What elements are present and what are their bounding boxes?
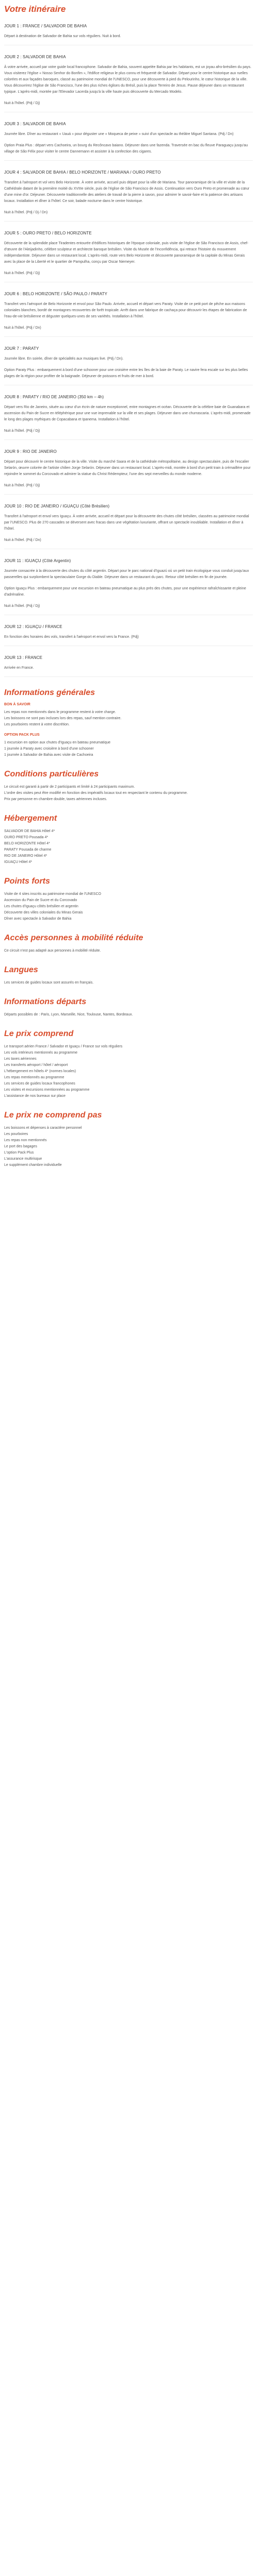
info-line: Les vols intérieurs mentionnés au programme xyxy=(4,1051,78,1055)
info-line: Les pourboires restent à votre discrétion. xyxy=(4,723,70,727)
day-block xyxy=(4,449,253,495)
day-block xyxy=(4,170,253,222)
info-list xyxy=(4,891,253,922)
info-list xyxy=(4,828,253,866)
block-heading: BON À SAVOIR xyxy=(4,703,30,707)
info-list xyxy=(4,948,253,954)
info-line: BELO HORIZONTE Hôtel 4* xyxy=(4,842,50,846)
info-list xyxy=(4,1044,253,1099)
day-paragraph: Nuit à l'hôtel. (Pdj / Dn) xyxy=(4,326,41,330)
day-block xyxy=(4,558,253,615)
info-line: Le port des bagages xyxy=(4,1145,37,1149)
info-line: RIO DE JANEIRO Hôtel 4* xyxy=(4,854,47,858)
section-title: Points forts xyxy=(4,877,50,886)
day-title: JOUR 3 : SALVADOR DE BAHIA xyxy=(4,122,66,127)
day-block xyxy=(4,346,253,385)
day-paragraph: Départ pour découvrir le centre historique de la ville. Visite du marché Saara et de la cathédrale métropolitaine, au design spectaculaire, puis de l'escalier Selarón, œuvre colorée de l'artiste chilien Jorge Selarón. Déjeuner dans un restaurant local. L'après-midi, montée à bord d'un petit train à crémaillère pour rejoindre le sommet du Corcovado et admirer la statue du Christ Rédempteur, l'une des sept merveilles du monde moderne. xyxy=(4,460,251,477)
day-title: JOUR 5 : OURO PRETO / BELO HORIZONTE xyxy=(4,231,92,236)
day-title: JOUR 8 : PARATY / RIO DE JANEIRO (350 km – 4h) xyxy=(4,395,104,400)
info-line: 1 excursion en option aux chutes d'Iguaçu en bateau pneumatique xyxy=(4,741,111,745)
section-title: Informations générales xyxy=(4,688,95,698)
info-line: L'ordre des visites peut être modifié en fonction des impératifs locaux tout en respectant le contenu du programme. xyxy=(4,791,188,795)
divider xyxy=(4,160,253,161)
info-line: Les repas mentionnés au programme xyxy=(4,1076,64,1080)
day-block xyxy=(4,122,253,161)
day-paragraph: En fonction des horaires des vols, transfert à l'aéroport et envol vers la France. (Pdj) xyxy=(4,635,139,639)
info-line: OURO PRETO Pousada 4* xyxy=(4,836,49,840)
info-line: Le transport aérien France / Salvador et Iguaçu / France sur vols réguliers xyxy=(4,1045,123,1049)
info-line: Les visites et excursions mentionnées au programme xyxy=(4,1088,90,1092)
day-title: JOUR 2 : SALVADOR DE BAHIA xyxy=(4,55,66,60)
day-block xyxy=(4,292,253,337)
divider xyxy=(4,221,253,222)
info-line: SALVADOR DE BAHIA Hôtel 4* xyxy=(4,829,55,834)
info-line: Les services de guides locaux sont assurés en français. xyxy=(4,981,94,985)
info-line: L'assurance multirisque xyxy=(4,1157,42,1161)
section-title: Informations départs xyxy=(4,997,87,1007)
day-paragraph: Journée libre. Dîner au restaurant « Uauá » pour déguster une « Moqueca de peixe » suivi d'un spectacle au théâtre Miguel Santana. (Pdj / Dn) xyxy=(4,132,234,137)
day-title: JOUR 12 : IGUAÇU / FRANCE xyxy=(4,624,62,630)
info-list xyxy=(4,784,253,803)
info-list xyxy=(4,740,253,758)
info-list xyxy=(4,980,253,986)
info-line: Les services de guides locaux francophones xyxy=(4,1082,75,1086)
info-line: Les pourboires xyxy=(4,1132,28,1137)
divider xyxy=(4,676,253,677)
day-paragraph: Nuit à l'hôtel. (Pdj / Dn) xyxy=(4,538,41,543)
section-title: Hébergement xyxy=(4,814,57,823)
info-line: L'option Pack Plus xyxy=(4,1151,34,1155)
day-paragraph: Transfert à l'aéroport et envol vers Iguaçu. À votre arrivée, accueil et départ pour la découverte des chutes côté brésilien, classées au patrimoine mondial par l'UNESCO. Plus de 270 cascades se déversent avec fracas dans une végétation luxuriante, offrant un spectacle inoubliable. Installation et dîner à l'hôtel. xyxy=(4,515,249,531)
divider xyxy=(4,336,253,337)
day-paragraph: Transfert à l'aéroport et vol vers Belo Horizonte. À votre arrivée, accueil puis départ pour la ville de Mariana. Tour panoramique de la ville et visite de la Cathédrale datant de la première moitié du XVIIIe siècle, puis de l'église de São Francisco de Assis. Continuation vers Ouro Preto et promenade au cœur d'une mine d'or. Déjeuner. Découverte traditionnelle des ateliers de travail de la pierre à savon, pour admirer le savoir-faire et la patience des artisans locaux. Installation et dîner à l'hôtel. Ce soir, balade nocturne dans le centre historique. xyxy=(4,181,250,204)
day-paragraph: Départ vers Rio de Janeiro, située au cœur d'un écrin de nature exceptionnel, entre montagnes et océan. Découverte de la célèbre baie de Guanabara et ascension du Pain de Sucre en téléphérique pour une vue imprenable sur la ville et ses plages. Déjeuner dans une churrascaria. L'après-midi, promenade le long des plages mythiques de Copacabana et Ipanema. Installation à l'hôtel. xyxy=(4,405,251,422)
info-line: L'hébergement en hôtels 4* (normes locales) xyxy=(4,1070,76,1074)
info-line: Ascension du Pain de Sucre et du Corcovado xyxy=(4,899,77,903)
day-block xyxy=(4,395,253,440)
day-paragraph: Option Iguaçu Plus : embarquement pour une excursion en bateau pneumatique au plus près des chutes, pour une expérience rafraîchissante et pleine d'adrénaline. xyxy=(4,587,246,597)
info-list xyxy=(4,1125,253,1168)
day-paragraph: Nuit à l'hôtel. (Pdj / Dj) xyxy=(4,429,40,433)
info-sections xyxy=(4,688,253,1168)
day-paragraph: Option Paraty Plus : embarquement à bord d'une schooner pour une croisière entre les îles de la baie de Paraty. Le navire fera escale sur les plus belles plages de la région pour profiter de la baignade. Déjeuner de poissons et fruits de mer à bord. xyxy=(4,368,248,379)
section-title: Langues xyxy=(4,965,38,975)
day-paragraph: Nuit à l'hôtel. (Pdj / Dj) xyxy=(4,484,40,488)
info-line: 1 journée à Salvador de Bahia avec visite de Cachoeira xyxy=(4,753,93,757)
day-paragraph: Nuit à l'hôtel. (Pdj / Dj) xyxy=(4,604,40,608)
section-title: Le prix comprend xyxy=(4,1029,74,1039)
day-title: JOUR 9 : RIO DE JANEIRO xyxy=(4,449,57,454)
day-paragraph: Découverte de la splendide place Tiradentes entourée d'édifices historiques de l'époque coloniale, puis visite de l'église de São Francisco de Assis, chef-d'œuvre de l'Aleijadinho, célèbre sculpteur et architecte baroque brésilien. Visite du Musée de l'Inconfidência, qui retrace l'histoire du mouvement indépendantiste. Déjeuner dans un restaurant local. L'après-midi, route vers Belo Horizonte et découverte panoramique de la capitale du Minas Gerais avec la place de la Liberté et le quartier de Pampulha, conçu par Oscar Niemeyer. xyxy=(4,242,249,264)
info-line: Les repas non mentionnés xyxy=(4,1139,47,1143)
info-line: Visite de 4 sites inscrits au patrimoine mondial de l'UNESCO xyxy=(4,892,101,896)
info-line: Les boissons et dépenses à caractère personnel xyxy=(4,1126,82,1130)
day-paragraph: Journée consacrée à la découverte des chutes du côté argentin. Départ pour le parc national d'Iguazú où un petit train écologique vous conduit jusqu'aux passerelles qui surplombent la spectaculaire Gorge du Diable. Déjeuner dans un restaurant du parc. Retour côté brésilien en fin de journée. xyxy=(4,569,249,580)
day-title: JOUR 4 : SALVADOR DE BAHIA / BELO HORIZONTE / MARIANA / OURO PRETO xyxy=(4,170,161,175)
day-paragraph: Option Praia Plus : départ vers Cachoeira, un bourg du Recôncavo baiano. Déjeuner dans une fazenda. Traversée en bac du fleuve Paraguaçu jusqu'au village de São Félix pour visiter le centre Dannemann et assister à la confection des cigares. xyxy=(4,144,248,154)
day-block xyxy=(4,231,253,282)
info-line: Prix par personne en chambre double, taxes aériennes incluses. xyxy=(4,798,107,802)
info-line: Les chutes d'Iguaçu côtés brésilien et argentin xyxy=(4,905,78,909)
info-line: PARATY Pousada de charme xyxy=(4,848,52,852)
info-line: Les repas non mentionnés dans le programme restent à votre charge. xyxy=(4,710,116,715)
page-title: Votre itinéraire xyxy=(4,4,66,14)
day-title: JOUR 10 : RIO DE JANEIRO / IGUAÇU (Côté Brésilien) xyxy=(4,504,110,509)
info-line: Le supplément chambre individuelle xyxy=(4,1163,62,1167)
day-paragraph: Arrivée en France. xyxy=(4,666,34,670)
divider xyxy=(4,494,253,495)
day-block xyxy=(4,55,253,112)
section-title: Conditions particulières xyxy=(4,770,99,779)
info-line: Dîner avec spectacle à Salvador de Bahia xyxy=(4,917,72,921)
day-block xyxy=(4,504,253,549)
info-line: Les taxes aériennes xyxy=(4,1057,37,1061)
info-line: 1 journée à Paraty avec croisière à bord d'une schooner xyxy=(4,747,94,751)
info-line: Découverte des villes coloniales du Minas Gerais xyxy=(4,911,83,915)
info-list xyxy=(4,709,253,728)
day-paragraph: Nuit à l'hôtel. (Pdj / Dj) xyxy=(4,101,40,106)
day-paragraph: Journée libre. En soirée, dîner de spécialités aux musiques live. (Pdj / Dn). xyxy=(4,357,124,361)
day-block xyxy=(4,24,253,45)
info-list xyxy=(4,1012,253,1018)
day-block xyxy=(4,655,253,677)
day-title: JOUR 1 : FRANCE / SALVADOR DE BAHIA xyxy=(4,24,87,29)
info-line: Les transferts aéroport / hôtel / aéroport xyxy=(4,1063,68,1067)
section-title: Le prix ne comprend pas xyxy=(4,1111,102,1120)
day-title: JOUR 13 : FRANCE xyxy=(4,655,43,660)
day-paragraph: Nuit à l'hôtel. (Pdj / Dj / Dn) xyxy=(4,211,48,215)
day-title: JOUR 11 : IGUAÇU (Côté Argentin) xyxy=(4,558,71,564)
info-line: L'assistance de nos bureaux sur place xyxy=(4,1094,66,1098)
info-line: Ce circuit n'est pas adapté aux personnes à mobilité réduite. xyxy=(4,949,101,953)
day-title: JOUR 6 : BELO HORIZONTE / SÃO PAULO / PARATY xyxy=(4,292,107,297)
section-title: Accès personnes à mobilité réduite xyxy=(4,934,143,943)
block-heading: OPTION PACK PLUS xyxy=(4,733,40,737)
divider xyxy=(4,439,253,440)
days-list xyxy=(4,24,253,677)
day-paragraph: Nuit à l'hôtel. (Pdj / Dj) xyxy=(4,272,40,276)
day-block xyxy=(4,624,253,646)
day-title: JOUR 7 : PARATY xyxy=(4,346,39,351)
info-line: Départs possibles de : Paris, Lyon, Marseille, Nice, Toulouse, Nantes, Bordeaux. xyxy=(4,1013,133,1017)
info-line: IGUAÇU Hôtel 4* xyxy=(4,860,33,865)
info-line: Le circuit est garanti à partir de 2 participants et limité à 24 participants maximum. xyxy=(4,785,135,789)
day-paragraph: Départ à destination de Salvador de Bahia sur vols réguliers. Nuit à bord. xyxy=(4,35,121,39)
info-line: Les boissons ne sont pas incluses lors des repas, sauf mention contraire. xyxy=(4,717,122,721)
day-paragraph: Transfert vers l'aéroport de Belo Horizonte et envol pour São Paulo. Arrivée, accueil et départ vers Paraty. Visite de ce petit port de pêche aux maisons coloniales blanches, bordé de montagnes recouvertes de forêt tropicale. Arrêt dans une fabrique de cachaça pour découvrir les étapes de fabrication de l'eau-de-vie brésilienne et déguster quelques-unes de ses variétés. Installation à l'hôtel. xyxy=(4,302,247,319)
itinerary-page xyxy=(0,0,258,1184)
day-paragraph: À votre arrivée, accueil par votre guide local francophone. Salvador de Bahia, souvent appelée Bahia par les habitants, est un joyau afro-brésilien du pays. Vous visiterez l'église « Nosso Senhor do Bonfim », l'édifice religieux le plus connu et fréquenté de Salvador. Départ pour le centre historique aux ruelles colorées et aux façades baroques, classé au patrimoine mondial de l'UNESCO, pour une découverte à pied du Pelourinho, le cœur historique de la ville. Vous découvrirez l'église de São Francisco, l'une des plus riches églises du Brésil, puis la place Terreiro de Jesus. Pause déjeuner dans un restaurant typique. L'après-midi, montée par l'Elevador Lacerda jusqu'à la ville haute puis découverte du Mercado Modelo. xyxy=(4,65,252,94)
